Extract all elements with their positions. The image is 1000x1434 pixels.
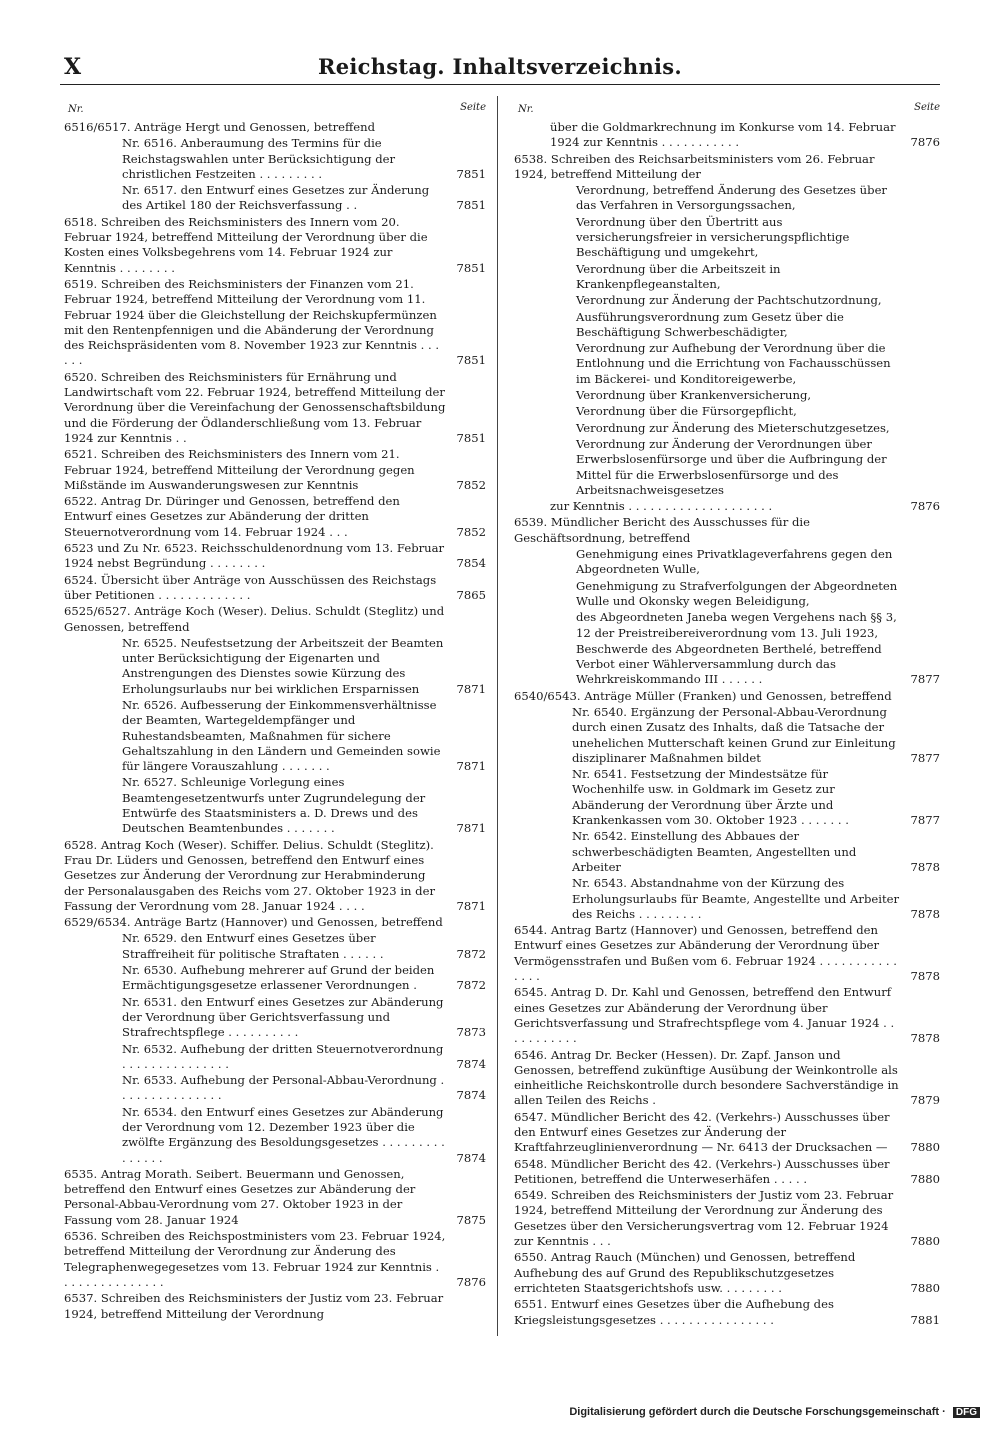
left-column-header	[60, 100, 488, 120]
dfg-logo: DFG	[953, 1407, 980, 1418]
nr-heading: Nr.	[68, 104, 84, 115]
toc-entry	[510, 183, 942, 214]
column-divider	[497, 96, 498, 1336]
entry-text: Nr. 6541. Festsetzung der Mindestsätze für Wochenhilfe usw. in Goldmark im Gesetz zur Abänderung der Verordnung über Ärzte und Krankenkassen vom 30. Oktober 1923 . . . . . . .	[572, 767, 849, 828]
entry-text: 6519. Schreiben des Reichsministers der Finanzen vom 21. Februar 1924, betreffend Mitteilung der Verordnung vom 11. Februar 1924 über die Gleichstellung der Reichskupfermünzen mit den Rentenpfennigen und die Abänderung der Verordnung des Reichspräsidenten vom 8. November 1923 zur Kenntnis . . . . . .	[64, 276, 440, 368]
entry-text: Verordnung über die Fürsorgepflicht,	[576, 404, 797, 419]
toc-entry	[60, 494, 488, 540]
toc-entry	[510, 767, 942, 828]
toc-entry	[60, 277, 488, 369]
entry-text: 6546. Antrag Dr. Becker (Hessen). Dr. Zapf. Janson und Genossen, betreffend zukünftige Ausübung der Weinkontrolle als einheitliche Reichskontrolle durch besondere Sachverständige in allen Teilen des Reichs .	[514, 1047, 899, 1108]
toc-entry	[60, 370, 488, 446]
toc-entry	[510, 689, 942, 704]
toc-entry	[510, 642, 942, 688]
entry-text: 6525/6527. Anträge Koch (Weser). Delius. Schuldt (Steglitz) und Genossen, betreffend	[64, 604, 445, 634]
entry-text: Nr. 6532. Aufhebung der dritten Steuernotverordnung . . . . . . . . . . . . . . .	[122, 1041, 444, 1071]
toc-entry	[510, 1297, 942, 1328]
toc-entry	[60, 541, 488, 572]
entry-text: 6548. Mündlicher Bericht des 42. (Verkehrs-) Ausschusses über Petitionen, betreffend die Unterweserhäfen . . . . .	[514, 1156, 890, 1186]
entry-text: Nr. 6540. Ergänzung der Personal-Abbau-Verordnung durch einen Zusatz des Inhalts, daß die Tatsache der unehelichen Mutterschaft keinen Grund zur Einleitung disziplinarer Maßnahmen bildet	[572, 704, 896, 765]
toc-entry	[60, 215, 488, 276]
entry-text: Nr. 6529. den Entwurf eines Gesetzes über Straffreiheit für politische Straftaten . . . . . .	[122, 931, 384, 961]
entry-text: 6544. Antrag Bartz (Hannover) und Genossen, betreffend den Entwurf eines Gesetzes zur Abänderung der Verordnung über Vermögensstrafen und Bußen vom 6. Februar 1924 . . . . . . . . . . . . . . .	[514, 923, 897, 984]
toc-entry	[510, 437, 942, 498]
entry-text: 6518. Schreiben des Reichsministers des Innern vom 20. Februar 1924, betreffend Mitteilung der Verordnung über die Kosten eines Volksbegehrens vom 14. Februar 1924 zur Kenntnis . . . . . . . .	[64, 214, 428, 275]
toc-entry	[60, 698, 488, 774]
toc-entry	[510, 515, 942, 546]
entry-page-number: 7871	[456, 821, 486, 836]
entry-page-number: 7871	[456, 898, 486, 913]
entry-page-number: 7854	[456, 556, 486, 571]
entry-text: Verordnung zur Änderung des Mieterschutzgesetzes,	[576, 420, 890, 435]
entry-text: Verordnung zur Änderung der Pachtschutzordnung,	[576, 293, 882, 308]
toc-entry	[510, 341, 942, 387]
toc-entry	[510, 215, 942, 261]
toc-entry	[60, 1291, 488, 1322]
right-entry-list	[510, 120, 942, 1328]
entry-text: Verordnung, betreffend Änderung des Gesetzes über das Verfahren in Versorgungssachen,	[576, 183, 887, 213]
toc-entry	[60, 183, 488, 214]
entry-text: Verordnung zur Änderung der Verordnungen über Erwerbslosenfürsorge und über die Aufbringung der Mittel für die Erwerbslosenfürsorge und des Arbeitsnachweisgesetzes	[576, 436, 887, 497]
toc-entry	[60, 1229, 488, 1290]
entry-text: 6529/6534. Anträge Bartz (Hannover) und Genossen, betreffend	[64, 915, 443, 930]
entry-text: Nr. 6543. Abstandnahme von der Kürzung des Erholungsurlaubs für Beamte, Angestellte und Arbeiter des Reichs . . . . . . . . .	[572, 876, 900, 921]
entry-page-number: 7878	[910, 859, 940, 874]
entry-page-number: 7872	[456, 978, 486, 993]
entry-text: des Abgeordneten Janeba wegen Vergehens nach §§ 3, 12 der Preistreibereiverordnung vom 13. Juli 1923,	[576, 610, 897, 640]
entry-text: 6520. Schreiben des Reichsministers für Ernährung und Landwirtschaft vom 22. Februar 1924, betreffend Mitteilung der Verordnung über die Vereinfachung der Genossenschaftsbildung und die Förderung der Ödlanderschließung vom 13. Februar 1924 zur Kenntnis . .	[64, 369, 446, 445]
right-column	[510, 100, 942, 1329]
entry-text: über die Goldmarkrechnung im Konkurse vom 14. Februar 1924 zur Kenntnis . . . . . . . . . . .	[550, 120, 896, 150]
entry-text: Nr. 6526. Aufbesserung der Einkommensverhältnisse der Beamten, Wartegeldempfänger und Ruhestandsbeamten, Maßnahmen für sichere Gehaltszahlung in den Ländern und Gemeinden sowie für längere Vorauszahlung . . . . . . .	[122, 697, 441, 774]
toc-entry	[510, 1250, 942, 1296]
seite-heading: Seite	[460, 102, 486, 113]
entry-page-number: 7880	[910, 1140, 940, 1155]
entry-page-number: 7873	[456, 1025, 486, 1040]
entry-text: 6537. Schreiben des Reichsministers der Justiz vom 23. Februar 1924, betreffend Mitteilung der Verordnung	[64, 1291, 444, 1321]
toc-entry	[510, 610, 942, 641]
toc-entry	[60, 1073, 488, 1104]
entry-page-number: 7880	[910, 1171, 940, 1186]
entry-text: 6549. Schreiben des Reichsministers der Justiz vom 23. Februar 1924, betreffend Mitteilung der Verordnung zur Änderung des Gesetzes über den Versicherungsvertrag vom 12. Februar 1924 zur Kenntnis . . .	[514, 1188, 894, 1249]
entry-text: Verordnung über die Arbeitszeit in Krankenpflegeanstalten,	[576, 261, 781, 291]
entry-text: 6550. Antrag Rauch (München) und Genossen, betreffend Aufhebung des auf Grund des Republikschutzgesetzes errichteten Staatsgerichtshofs usw. . . . . . . . .	[514, 1250, 856, 1295]
entry-page-number: 7877	[910, 813, 940, 828]
entry-text: Nr. 6516. Anberaumung des Termins für die Reichstagswahlen unter Berücksichtigung der christlichen Festzeiten . . . . . . . . .	[122, 136, 396, 181]
toc-entry	[510, 1048, 942, 1109]
page-header	[60, 54, 940, 85]
entry-text: 6535. Antrag Morath. Seibert. Beuermann und Genossen, betreffend den Entwurf eines Gesetzes zur Abänderung der Personal-Abbau-Verordnung vom 27. Oktober 1923 in der Fassung vom 28. Januar 1924	[64, 1166, 416, 1227]
toc-entry	[60, 1167, 488, 1228]
toc-entry	[510, 1110, 942, 1156]
footer-text: Digitalisierung gefördert durch die Deutsche Forschungsgemeinschaft ·	[569, 1406, 946, 1418]
toc-entry	[60, 604, 488, 635]
toc-entry	[510, 120, 942, 151]
toc-entry	[510, 388, 942, 403]
entry-page-number: 7851	[456, 198, 486, 213]
entry-text: Verordnung über den Übertritt aus versicherungsfreier in versicherungspflichtige Beschäftigung und umgekehrt,	[576, 214, 850, 260]
toc-entry	[60, 963, 488, 994]
entry-page-number: 7874	[456, 1056, 486, 1071]
entry-text: Nr. 6530. Aufhebung mehrerer auf Grund der beiden Ermächtigungsgesetze erlassener Verordnungen .	[122, 963, 435, 993]
entry-text: Nr. 6533. Aufhebung der Personal-Abbau-Verordnung . . . . . . . . . . . . . . .	[122, 1073, 445, 1103]
entry-page-number: 7878	[910, 969, 940, 984]
page-title: Reichstag. Inhaltsverzeichnis.	[317, 54, 683, 79]
entry-page-number: 7879	[910, 1093, 940, 1108]
entry-page-number: 7881	[910, 1312, 940, 1327]
entry-page-number: 7874	[456, 1150, 486, 1165]
toc-entry	[60, 120, 488, 135]
toc-entry	[510, 579, 942, 610]
entry-text: Nr. 6527. Schleunige Vorlegung eines Beamtengesetzentwurfs unter Zugrundelegung der Entwürfe des Staatsministers a. D. Drews und des Deutschen Beamtenbundes . . . . . . .	[122, 775, 426, 836]
seite-heading: Seite	[914, 102, 940, 113]
toc-entry	[510, 499, 942, 514]
entry-text: 6516/6517. Anträge Hergt und Genossen, betreffend	[64, 120, 376, 134]
entry-text: 6538. Schreiben des Reichsarbeitsministers vom 26. Februar 1924, betreffend Mitteilung der	[514, 151, 875, 181]
toc-entry	[510, 705, 942, 766]
entry-page-number: 7872	[456, 946, 486, 961]
toc-entry	[510, 310, 942, 341]
toc-entry	[510, 985, 942, 1046]
toc-entry	[510, 293, 942, 308]
entry-text: Nr. 6542. Einstellung des Abbaues der schwerbeschädigten Beamten, Angestellten und Arbeiter	[572, 829, 857, 874]
toc-entry	[510, 829, 942, 875]
entry-page-number: 7878	[910, 1031, 940, 1046]
entry-text: zur Kenntnis . . . . . . . . . . . . . . . . . . . .	[550, 499, 773, 514]
toc-entry	[60, 1105, 488, 1166]
entry-page-number: 7851	[456, 260, 486, 275]
entry-page-number: 7852	[456, 524, 486, 539]
entry-text: 6539. Mündlicher Bericht des Ausschusses für die Geschäftsordnung, betreffend	[514, 515, 810, 545]
entry-page-number: 7876	[456, 1274, 486, 1289]
entry-page-number: 7851	[456, 166, 486, 181]
entry-page-number: 7876	[910, 499, 940, 514]
left-entry-list	[60, 120, 488, 1322]
entry-text: Nr. 6517. den Entwurf eines Gesetzes zur Änderung des Artikel 180 der Reichsverfassung . .	[122, 183, 430, 213]
entry-text: 6524. Übersicht über Anträge von Ausschüssen des Reichstags über Petitionen . . . . . . . . . . . . .	[64, 572, 437, 602]
toc-entry	[60, 838, 488, 914]
toc-entry	[510, 923, 942, 984]
entry-text: Nr. 6531. den Entwurf eines Gesetzes zur Abänderung der Verordnung über Gerichtsverfassung und Strafrechtspflege . . . . . . . . . .	[122, 994, 444, 1040]
entry-page-number: 7874	[456, 1088, 486, 1103]
entry-page-number: 7851	[456, 430, 486, 445]
entry-text: Genehmigung zu Strafverfolgungen der Abgeordneten Wulle und Okonsky wegen Beleidigung,	[576, 578, 898, 608]
toc-entry	[510, 404, 942, 419]
entry-text: 6536. Schreiben des Reichspostministers vom 23. Februar 1924, betreffend Mitteilung der Verordnung zur Änderung des Telegraphenwegegesetzes vom 13. Februar 1924 zur Kenntnis . . . . . . . . . . . . . . .	[64, 1229, 446, 1289]
entry-text: Ausführungsverordnung zum Gesetz über die Beschäftigung Schwerbeschädigter,	[576, 309, 844, 339]
entry-page-number: 7880	[910, 1234, 940, 1249]
entry-text: 6522. Antrag Dr. Düringer und Genossen, betreffend den Entwurf eines Gesetzes zur Abänderung der dritten Steuernotverordnung vom 14. Februar 1924 . . .	[64, 494, 400, 539]
footer-credit	[569, 1406, 980, 1418]
toc-entry	[60, 636, 488, 697]
entry-page-number: 7878	[910, 906, 940, 921]
entry-text: Verordnung über Krankenversicherung,	[576, 388, 812, 403]
toc-entry	[60, 931, 488, 962]
entry-text: 6528. Antrag Koch (Weser). Schiffer. Delius. Schuldt (Steglitz). Frau Dr. Lüders und Genossen, betreffend den Entwurf eines Gesetzes zur Änderung der Verordnung zur Herabminderung der Personalausgaben des Reichs vom 27. Oktober 1923 in der Fassung der Verordnung vom 28. Januar 1924 . . . .	[64, 837, 436, 913]
entry-text: Nr. 6525. Neufestsetzung der Arbeitszeit der Beamten unter Berücksichtigung der Eigenarten und Anstrengungen des Dienstes sowie Kürzung des Erholungsurlaubs nur bei wirklichen Ersparnissen	[122, 635, 444, 696]
entry-text: 6523 und Zu Nr. 6523. Reichsschuldenordnung vom 13. Februar 1924 nebst Begründung . . . . . . . .	[64, 541, 445, 571]
entry-text: 6540/6543. Anträge Müller (Franken) und Genossen, betreffend	[514, 688, 892, 703]
entry-text: Beschwerde des Abgeordneten Berthelé, betreffend Verbot einer Wählerversammlung durch das Wehrkreiskommando III . . . . . .	[576, 641, 882, 687]
entry-text: 6551. Entwurf eines Gesetzes über die Aufhebung des Kriegsleistungsgesetzes . . . . . . . . . . . . . . . .	[514, 1297, 834, 1327]
entry-page-number: 7851	[456, 353, 486, 368]
toc-entry	[60, 447, 488, 493]
entry-text: 6547. Mündlicher Bericht des 42. (Verkehrs-) Ausschusses über den Entwurf eines Gesetzes zur Änderung der Kraftfahrzeuglinienverordnung — Nr. 6413 der Drucksachen —	[514, 1109, 890, 1155]
toc-entry	[510, 421, 942, 436]
page-number-roman: X	[64, 54, 82, 80]
entry-text: Nr. 6534. den Entwurf eines Gesetzes zur Abänderung der Verordnung vom 12. Dezember 1923 über die zwölfte Ergänzung des Besoldungsgesetzes . . . . . . . . . . . . . . .	[122, 1104, 445, 1165]
right-column-header	[510, 100, 942, 120]
entry-page-number: 7876	[910, 135, 940, 150]
entry-page-number: 7871	[456, 681, 486, 696]
toc-entry	[60, 136, 488, 182]
toc-entry	[60, 775, 488, 836]
entry-page-number: 7871	[456, 759, 486, 774]
entry-page-number: 7877	[910, 750, 940, 765]
entry-page-number: 7880	[910, 1280, 940, 1295]
toc-entry	[510, 262, 942, 293]
toc-entry	[510, 152, 942, 183]
nr-heading: Nr.	[518, 104, 534, 115]
entry-page-number: 7865	[456, 587, 486, 602]
toc-entry	[510, 1157, 942, 1188]
toc-entry	[510, 547, 942, 578]
toc-entry	[60, 573, 488, 604]
toc-entry	[60, 1042, 488, 1073]
entry-page-number: 7852	[456, 477, 486, 492]
entry-text: Verordnung zur Aufhebung der Verordnung über die Entlohnung und die Errichtung von Fachausschüssen im Bäckerei- und Konditoreigewerbe,	[576, 341, 891, 386]
toc-entry	[60, 915, 488, 930]
toc-entry	[510, 1188, 942, 1249]
entry-text: 6545. Antrag D. Dr. Kahl und Genossen, betreffend den Entwurf eines Gesetzes zur Abänderung der Verordnung über Gerichtsverfassung und Strafrechtspflege vom 4. Januar 1924 . . . . . . . . . . .	[514, 985, 895, 1046]
toc-entry	[60, 995, 488, 1041]
entry-page-number: 7877	[910, 672, 940, 687]
entry-text: Genehmigung eines Privatklageverfahrens gegen den Abgeordneten Wulle,	[576, 547, 893, 577]
entry-page-number: 7875	[456, 1212, 486, 1227]
entry-text: 6521. Schreiben des Reichsministers des Innern vom 21. Februar 1924, betreffend Mitteilung der Verordnung gegen Mißstände im Auswanderungswesen zur Kenntnis	[64, 447, 415, 492]
left-column	[60, 100, 488, 1323]
toc-entry	[510, 876, 942, 922]
